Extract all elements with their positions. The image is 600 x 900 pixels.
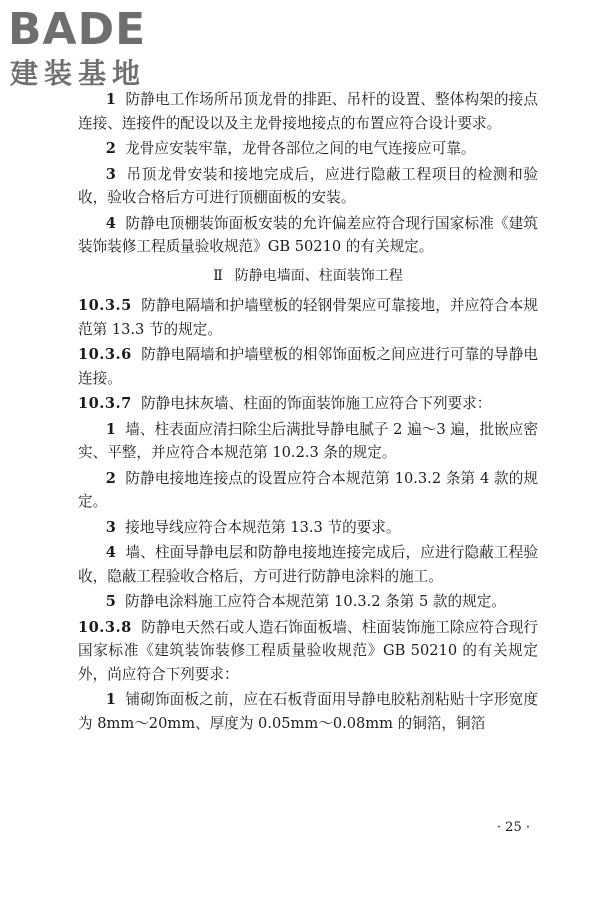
logo-wordmark: BADE bbox=[8, 4, 147, 55]
logo-subtitle: 建装基地 bbox=[10, 57, 147, 90]
clause-10-3-6: 10.3.6 防静电隔墙和护墙壁板的相邻饰面板之间应进行可靠的导静电连接。 bbox=[78, 346, 538, 387]
document-body bbox=[78, 88, 538, 737]
list-item: 1 铺砌饰面板之前，应在石板背面用导静电胶粘剂粘贴十字形宽度为 8mm～20mm、厚度为 0.05mm～0.08mm 的铜箔，铜箔 bbox=[78, 691, 538, 732]
list-item: 5 防静电涂料施工应符合本规范第 10.3.2 条第 5 款的规定。 bbox=[105, 593, 506, 610]
publisher-logo bbox=[8, 4, 178, 94]
list-item: 2 龙骨应安装牢靠，龙骨各部位之间的电气连接应可靠。 bbox=[105, 140, 476, 157]
section-heading: Ⅱ 防静电墙面、柱面装饰工程 bbox=[213, 267, 403, 284]
clause-10-3-7: 10.3.7 防静电抹灰墙、柱面的饰面装饰施工应符合下列要求： bbox=[78, 395, 492, 412]
list-item: 1 墙、柱表面应清扫除尘后满批导静电腻子 2 遍～3 遍，批嵌应密实、平整，并应符合本规范第 10.2.3 条的规定。 bbox=[78, 420, 538, 461]
list-item: 3 吊顶龙骨安装和接地完成后，应进行隐蔽工程项目的检测和验收，验收合格后方可进行顶棚面板的安装。 bbox=[78, 165, 538, 206]
list-item: 1 防静电工作场所吊顶龙骨的排距、吊杆的设置、整体构架的接点连接、连接件的配设以及主龙骨接地接点的布置应符合设计要求。 bbox=[78, 91, 538, 132]
list-item: 4 防静电顶棚装饰面板安装的允许偏差应符合现行国家标准《建筑装饰装修工程质量验收规范》GB 50210 的有关规定。 bbox=[78, 214, 538, 255]
page-number: · 25 · bbox=[496, 820, 530, 835]
clause-10-3-8: 10.3.8 防静电天然石或人造石饰面板墙、柱面装饰施工除应符合现行国家标准《建筑装饰装修工程质量验收规范》GB 50210 的有关规定外，尚应符合下列要求： bbox=[78, 618, 538, 683]
list-item: 4 墙、柱面导静电层和防静电接地连接完成后，应进行隐蔽工程验收，隐蔽工程验收合格后，方可进行防静电涂料的施工。 bbox=[78, 544, 538, 585]
list-item: 3 接地导线应符合本规范第 13.3 节的要求。 bbox=[105, 518, 401, 536]
clause-10-3-5: 10.3.5 防静电隔墙和护墙壁板的轻钢骨架应可靠接地，并应符合本规范第 13.3 节的规定。 bbox=[78, 297, 538, 338]
list-item: 2 防静电接地连接点的设置应符合本规范第 10.3.2 条第 4 款的规定。 bbox=[78, 469, 539, 510]
